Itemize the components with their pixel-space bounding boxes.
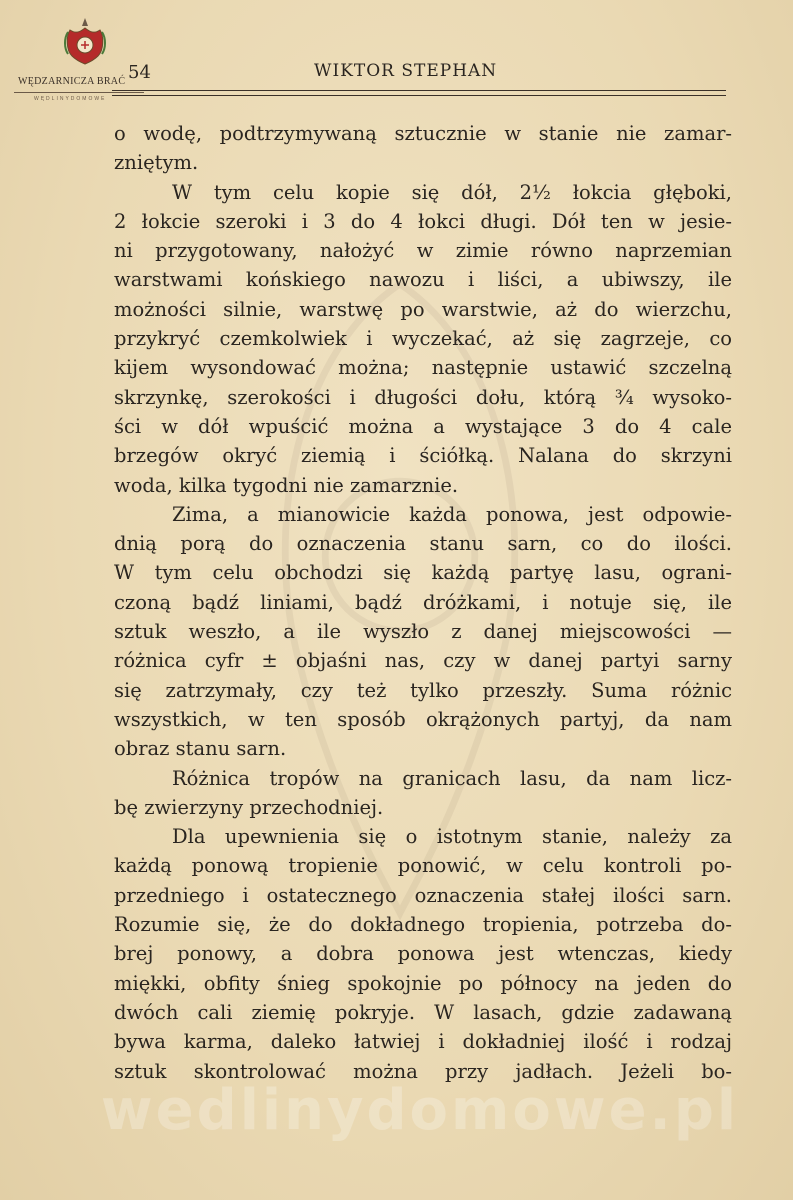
text-line: o wodę, podtrzymywaną sztucznie w stanie nie zamar-	[114, 122, 732, 145]
text-line: 2 łokcie szeroki i 3 do 4 łokci długi. Dół ten w jesie-	[114, 209, 732, 233]
text-line: różnica cyfr ± objaśni nas, czy w danej partyi sarny	[114, 649, 732, 673]
running-head: WIKTOR STEPHAN	[314, 61, 498, 81]
text-line: zniętym.	[114, 151, 199, 175]
crest-icon	[64, 16, 106, 70]
site-logo[interactable]	[14, 10, 154, 102]
text-line: bę zwierzyny przechodniej.	[114, 795, 384, 819]
text-line: W tym celu kopie się dół, 2½ łokcia głęboki,	[172, 180, 732, 204]
text-line: brej ponowy, a dobra ponowa jest wtenczas, kiedy	[114, 942, 732, 966]
text-line: dnią porą do oznaczenia stanu sarn, co do ilości.	[114, 532, 732, 556]
text-line: przedniego i ostatecznego oznaczenia stałej ilości sarn.	[114, 883, 732, 907]
text-line: każdą ponową tropienie ponowić, w celu kontroli po-	[114, 854, 732, 878]
text-line: brzegów okryć ziemią i ściółką. Nalana do skrzyni	[114, 444, 732, 468]
text-line: Zima, a mianowicie każda ponowa, jest odpowie-	[172, 502, 732, 526]
text-line: skrzynkę, szerokości i długości dołu, którą ¾ wysoko-	[114, 385, 732, 409]
text-line: wszystkich, w ten sposób okrążonych partyj, da nam	[114, 707, 732, 731]
text-line: woda, kilka tygodni nie zamarznie.	[114, 473, 459, 497]
text-line: bywa karma, daleko łatwiej i dokładniej ilość i rodzaj	[114, 1030, 732, 1054]
site-watermark: wedlinydomowe.pl	[100, 1078, 740, 1143]
text-line: W tym celu obchodzi się każdą partyę lasu, ograni-	[114, 561, 732, 585]
text-line: warstwami końskiego nawozu i liści, a ubiwszy, ile	[114, 268, 732, 292]
text-line: Różnica tropów na granicach lasu, da nam licz-	[172, 766, 732, 790]
text-line: sztuk skontrolować można przy jadłach. Jeżeli bo-	[114, 1059, 732, 1083]
text-line: przykryć czemkolwiek i wyczekać, aż się zagrzeje, co	[114, 327, 732, 351]
logo-brand-text: WĘDZARNICZA BRAĆ	[18, 76, 126, 87]
text-line: miękki, obfity śnieg spokojnie po północy na jeden do	[114, 971, 732, 995]
body-text	[114, 119, 732, 1086]
text-line: Rozumie się, że do dokładnego tropienia, potrzeba do-	[114, 913, 732, 937]
text-line: ści w dół wpuścić można a wystające 3 do 4 cale	[114, 414, 732, 438]
text-line: sztuk weszło, a ile wyszło z danej miejscowości —	[114, 620, 732, 644]
text-line: się zatrzymały, czy też tylko przeszły. Suma różnic	[114, 678, 732, 702]
text-line: dwóch cali ziemię pokryje. W lasach, gdzie zadawaną	[114, 1000, 732, 1024]
logo-subtitle: WĘDLINYDOMOWE	[34, 96, 107, 102]
page-number: 54	[128, 62, 151, 83]
text-line: czoną bądź liniami, bądź dróżkami, i notuje się, ile	[114, 590, 732, 614]
header-rule	[112, 90, 726, 96]
text-line: ni przygotowany, nałożyć w zimie równo naprzemian	[114, 239, 732, 263]
text-line: kijem wysondować można; następnie ustawić szczelną	[114, 356, 732, 380]
text-line: Dla upewnienia się o istotnym stanie, należy za	[172, 825, 732, 849]
text-line: możności silnie, warstwę po warstwie, aż do wierzchu,	[114, 297, 732, 321]
text-line: obraz stanu sarn.	[114, 737, 287, 761]
